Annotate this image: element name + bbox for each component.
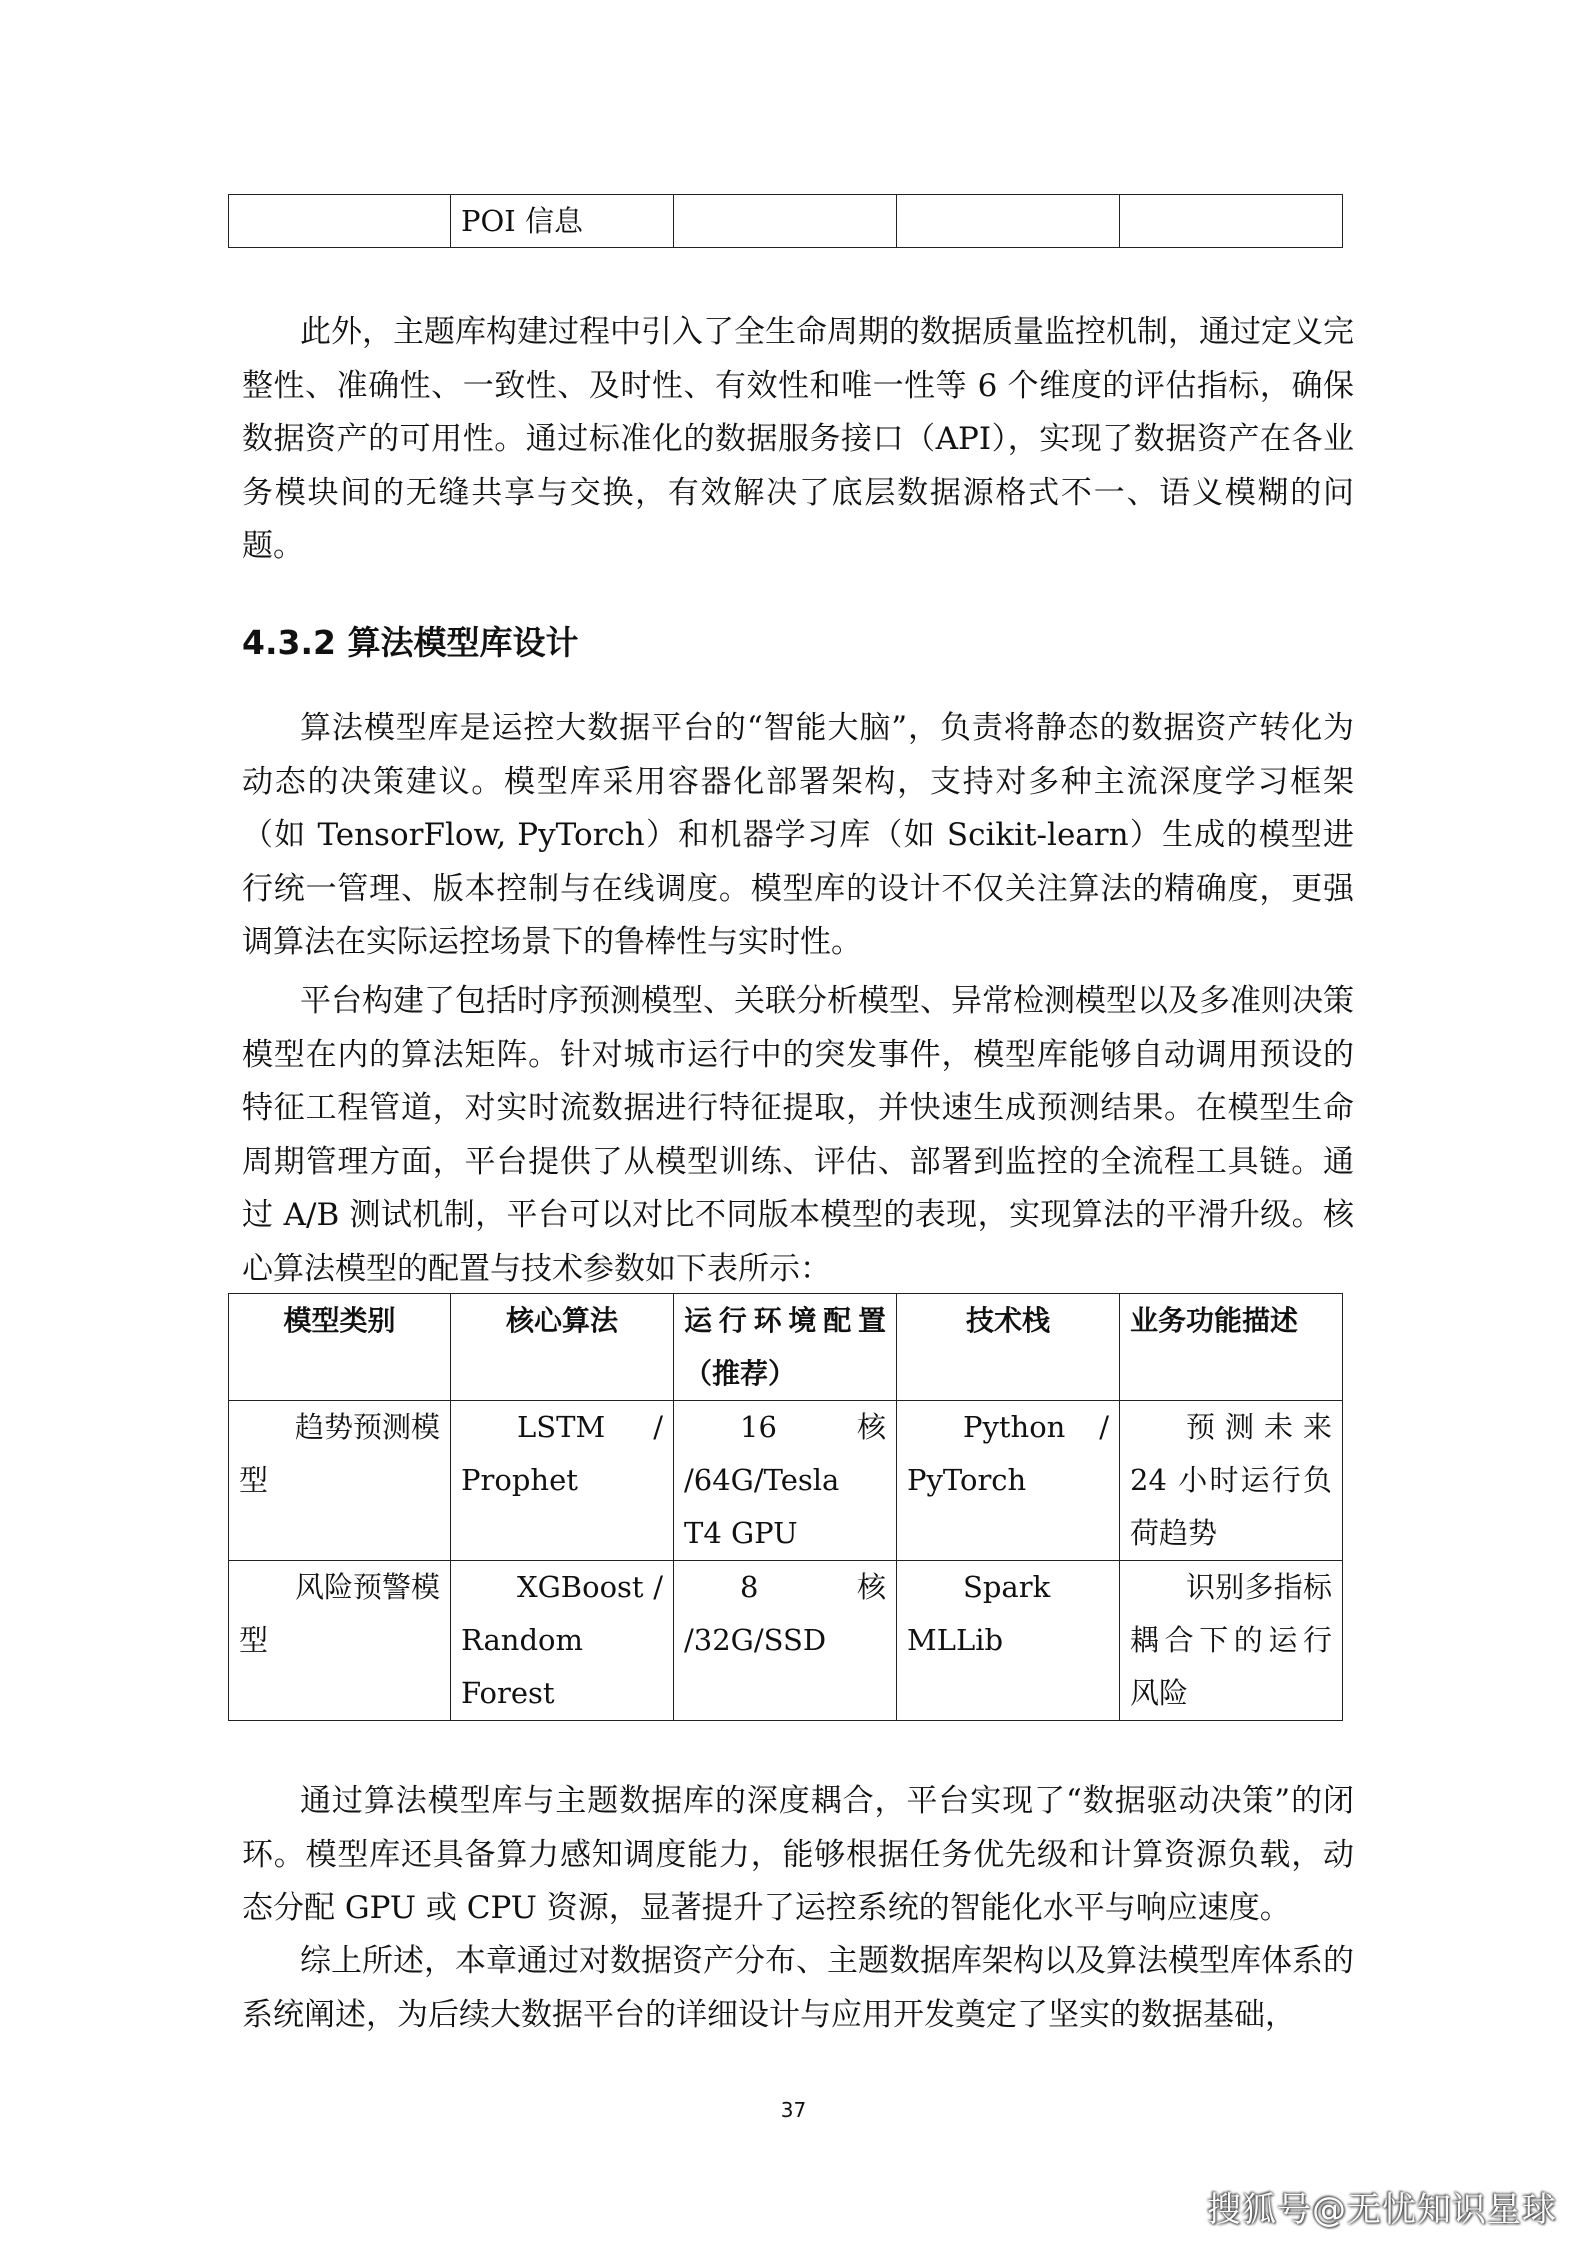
cell-text: Python / PyTorch bbox=[907, 1410, 1109, 1497]
table-cell bbox=[451, 1561, 674, 1721]
table-cell bbox=[1120, 195, 1343, 248]
table-cell bbox=[1120, 1561, 1343, 1721]
page-number: 37 bbox=[780, 2098, 807, 2122]
table-cell bbox=[229, 195, 451, 248]
cell-text: 8 核 /32G/SSD bbox=[684, 1570, 886, 1657]
column-header: 业务功能描述 bbox=[1120, 1294, 1343, 1401]
cell-text: LSTM / Prophet bbox=[461, 1410, 663, 1497]
table-cell: POI 信息 bbox=[451, 195, 674, 248]
cell-text: 16 核 /64G/Tesla T4 GPU bbox=[684, 1410, 886, 1550]
paragraph-summary: 综上所述，本章通过对数据资产分布、主题数据库架构以及算法模型库体系的系统阐述，为后续大数据平台的详细设计与应用开发奠定了坚实的数据基础， bbox=[242, 1943, 1354, 2033]
poi-table-fragment bbox=[228, 194, 1343, 248]
cell-text: 预测未来 24 小时运行负荷趋势 bbox=[1130, 1410, 1332, 1550]
paragraph-coupling: 通过算法模型库与主题数据库的深度耦合，平台实现了“数据驱动决策”的闭环。模型库还具备算力感知调度能力，能够根据任务优先级和计算资源负载，动态分配 GPU 或 CPU 资源，显著提升了运控系统的智能化水平与响应速度。 bbox=[242, 1783, 1354, 1926]
table-cell bbox=[229, 1561, 451, 1721]
column-header: 运行环境配置（推荐） bbox=[674, 1294, 897, 1401]
table-cell bbox=[1120, 1401, 1343, 1561]
table-cell bbox=[897, 1401, 1120, 1561]
table-cell bbox=[674, 1401, 897, 1561]
table-cell bbox=[674, 195, 897, 248]
cell-text: 趋势预测模型 bbox=[239, 1410, 441, 1497]
table-cell bbox=[674, 1561, 897, 1721]
table-row bbox=[229, 1561, 1343, 1721]
table-row bbox=[229, 195, 1343, 248]
paragraph-algorithm-matrix: 平台构建了包括时序预测模型、关联分析模型、异常检测模型以及多准则决策模型在内的算法矩阵。针对城市运行中的突发事件，模型库能够自动调用预设的特征工程管道，对实时流数据进行特征提取，并快速生成预测结果。在模型生命周期管理方面，平台提供了从模型训练、评估、部署到监控的全流程工具链。通过 A/B 测试机制，平台可以对比不同版本模型的表现，实现算法的平滑升级。核心算法模型的配置与技术参数如下表所示： bbox=[242, 983, 1354, 1287]
column-header: 核心算法 bbox=[451, 1294, 674, 1401]
table-cell bbox=[897, 1561, 1120, 1721]
table-cell bbox=[897, 195, 1120, 248]
cell-text: 风险预警模型 bbox=[239, 1570, 441, 1657]
table-row bbox=[229, 1401, 1343, 1561]
cell-text: 识别多指标耦合下的运行风险 bbox=[1130, 1570, 1332, 1710]
section-heading: 4.3.2 算法模型库设计 bbox=[242, 623, 579, 662]
paragraph-model-library-intro: 算法模型库是运控大数据平台的“智能大脑”，负责将静态的数据资产转化为动态的决策建议。模型库采用容器化部署架构，支持对多种主流深度学习框架（如 TensorFlow, PyTorch）和机器学习库（如 Scikit-learn）生成的模型进行统一管理、版本控制与在线调度。模型库的设计不仅关注算法的精确度，更强调算法在实际运控场景下的鲁棒性与实时性。 bbox=[242, 710, 1354, 960]
table-header-row bbox=[229, 1294, 1343, 1401]
cell-text: Spark MLLib bbox=[907, 1570, 1051, 1657]
model-config-table bbox=[228, 1293, 1343, 1721]
watermark: 搜狐号@无忧知识星球 bbox=[1207, 2190, 1557, 2230]
paragraph-quality-monitoring: 此外，主题库构建过程中引入了全生命周期的数据质量监控机制，通过定义完整性、准确性、一致性、及时性、有效性和唯一性等 6 个维度的评估指标，确保数据资产的可用性。通过标准化的数据服务接口（API），实现了数据资产在各业务模块间的无缝共享与交换，有效解决了底层数据源格式不一、语义模糊的问题。 bbox=[242, 314, 1354, 564]
column-header: 模型类别 bbox=[229, 1294, 451, 1401]
table-cell bbox=[229, 1401, 451, 1561]
column-header: 技术栈 bbox=[897, 1294, 1120, 1401]
table-cell bbox=[451, 1401, 674, 1561]
cell-text: XGBoost / Random Forest bbox=[461, 1570, 663, 1710]
